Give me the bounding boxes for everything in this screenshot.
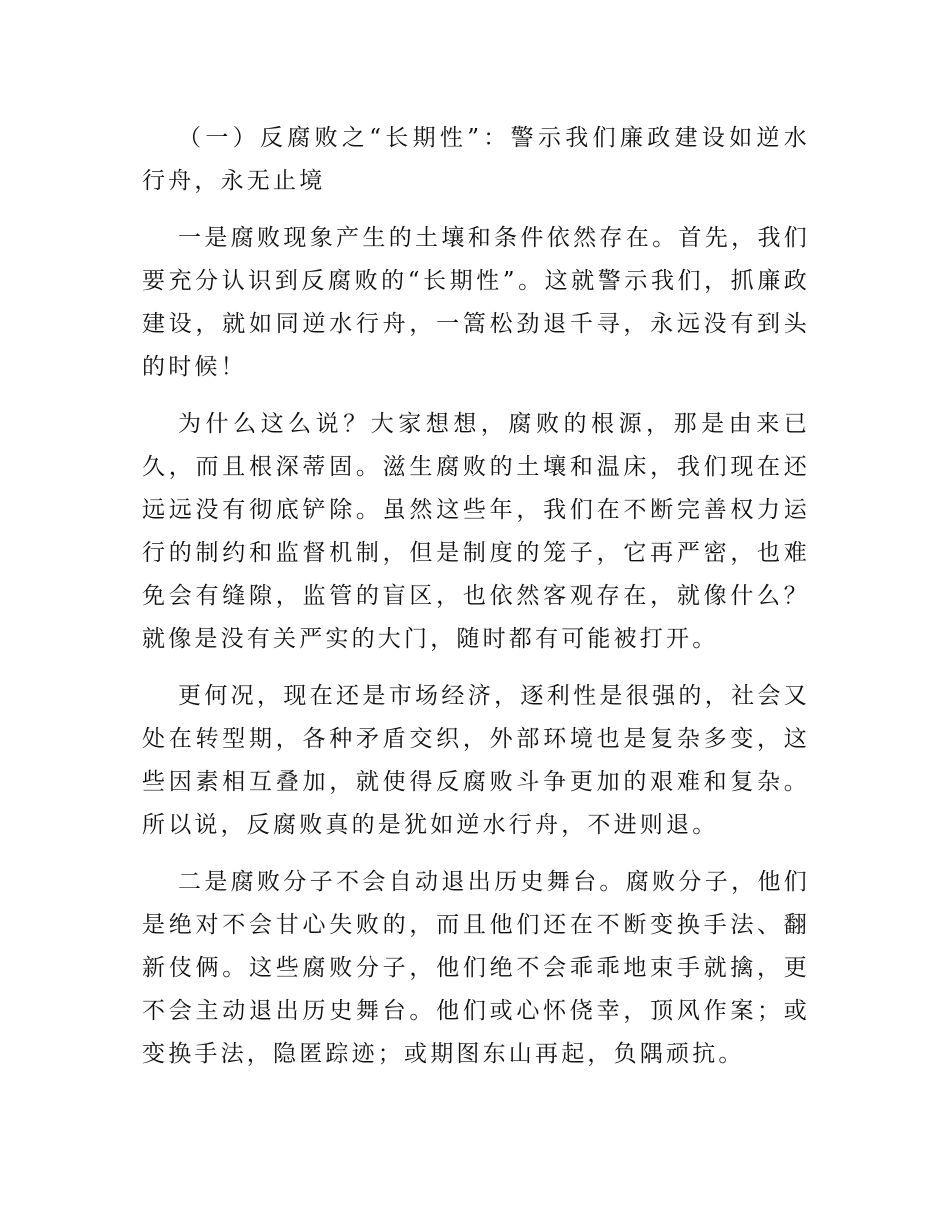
paragraph-2: 为什么这么说？大家想想，腐败的根源，那是由来已久，而且根深蒂固。滋生腐败的土壤和温床，我们现在还远远没有彻底铲除。虽然这些年，我们在不断完善权力运行的制约和监督机制，但是制度的笼子，它再严密，也难免会有缝隙，监管的盲区，也依然客观存在，就像什么？就像是没有关严实的大门，随时都有可能被打开。: [142, 411, 810, 652]
section-heading: （一）反腐败之“长期性”：警示我们廉政建设如逆水行舟，永无止境: [142, 125, 810, 194]
paragraph-3: 更何况，现在还是市场经济，逐利性是很强的，社会又处在转型期，各种矛盾交织，外部环境也是复杂多变，这些因素相互叠加，就使得反腐败斗争更加的艰难和复杂。所以说，反腐败真的是犹如逆水行舟，不进则退。: [142, 683, 810, 838]
paragraph-1: 一是腐败现象产生的土壤和条件依然存在。首先，我们要充分认识到反腐败的“长期性”。这就警示我们，抓廉政建设，就如同逆水行舟，一篙松劲退千寻，永远没有到头的时候！: [142, 225, 810, 380]
document-body: [142, 117, 810, 1090]
paragraph-4: 二是腐败分子不会自动退出历史舞台。腐败分子，他们是绝对不会甘心失败的，而且他们还在不断变换手法、翻新伎俩。这些腐败分子，他们绝不会乖乖地束手就擒，更不会主动退出历史舞台。他们或心怀侥幸，顶风作案；或变换手法，隐匿踪迹；或期图东山再起，负隅顽抗。: [142, 869, 810, 1067]
